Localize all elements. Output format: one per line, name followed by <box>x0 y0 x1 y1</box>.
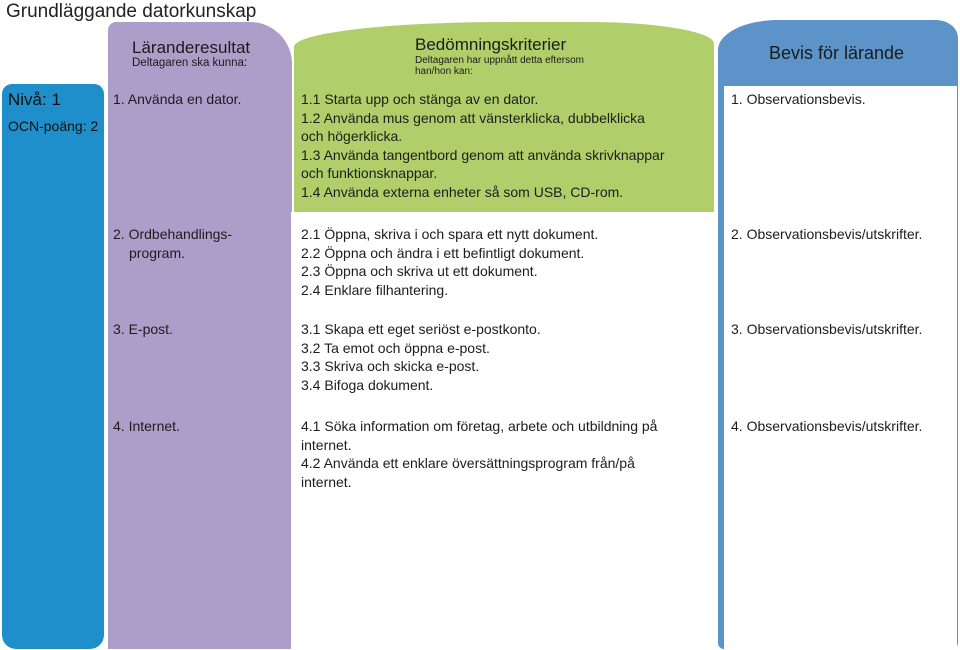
credits-label: OCN-poäng: 2 <box>8 118 99 134</box>
document-title: Grundläggande datorkunskap <box>6 1 257 22</box>
evidence-2: 2. Observationsbevis/utskrifter. <box>731 226 923 242</box>
criterion-3-2: 3.2 Ta emot och öppna e-post. <box>301 339 490 356</box>
criterion-3-4: 3.4 Bifoga dokument. <box>301 376 434 393</box>
criterion-3-1: 3.1 Skapa ett eget seriöst e-postkonto. <box>301 321 541 337</box>
criterion-4-2-cont: internet. <box>301 473 352 490</box>
criteria-title: Bedömningskriterier <box>415 35 567 54</box>
outcome-1: 1. Använda en dator. <box>113 91 242 107</box>
criterion-2-1: 2.1 Öppna, skriva i och spara ett nytt dokument. <box>301 226 599 242</box>
outcome-4: 4. Internet. <box>113 418 180 434</box>
evidence-3: 3. Observationsbevis/utskrifter. <box>731 321 923 337</box>
criterion-2-2: 2.2 Öppna och ändra i ett befintligt dokument. <box>301 244 585 261</box>
criterion-1-3-cont: och funktionsknappar. <box>301 165 438 181</box>
criterion-1-2: 1.2 Använda mus genom att vänsterklicka, dubbelklicka <box>301 109 645 126</box>
criterion-1-2-cont: och högerklicka. <box>301 128 403 144</box>
criterion-1-4: 1.4 Använda externa enheter så som USB, CD-rom. <box>301 183 624 200</box>
criterion-4-1: 4.1 Söka information om företag, arbete och utbildning på <box>301 418 658 434</box>
criteria-subtitle-line2: han/hon kan: <box>415 66 473 77</box>
criterion-4-2: 4.2 Använda ett enklare översättningsprogram från/på <box>301 455 635 471</box>
criterion-1-1: 1.1 Starta upp och stänga av en dator. <box>301 91 539 107</box>
outcomes-column <box>108 84 292 649</box>
evidence-1: 1. Observationsbevis. <box>731 91 866 107</box>
level-label: Nivå: 1 <box>8 90 61 109</box>
evidence-title: Bevis för lärande <box>769 43 905 63</box>
outcome-2-cont: program. <box>129 244 186 261</box>
criterion-2-3: 2.3 Öppna och skriva ut ett dokument. <box>301 263 538 279</box>
criterion-2-4: 2.4 Enklare filhantering. <box>301 281 449 298</box>
evidence-content-area <box>724 86 957 650</box>
criterion-1-3: 1.3 Använda tangentbord genom att använda skrivknappar <box>301 146 665 163</box>
criterion-4-1-cont: internet. <box>301 436 352 453</box>
outcomes-subtitle: Deltagaren ska kunna: <box>132 57 248 69</box>
outcome-3: 3. E-post. <box>113 321 173 337</box>
evidence-4: 4. Observationsbevis/utskrifter. <box>731 418 923 434</box>
level-column <box>2 84 104 649</box>
criteria-subtitle-line1: Deltagaren har uppnått detta eftersom <box>415 55 584 66</box>
outcome-2: 2. Ordbehandlings- <box>113 226 233 242</box>
criterion-3-3: 3.3 Skriva och skicka e-post. <box>301 358 480 374</box>
outcomes-title: Läranderesultat <box>132 38 251 57</box>
